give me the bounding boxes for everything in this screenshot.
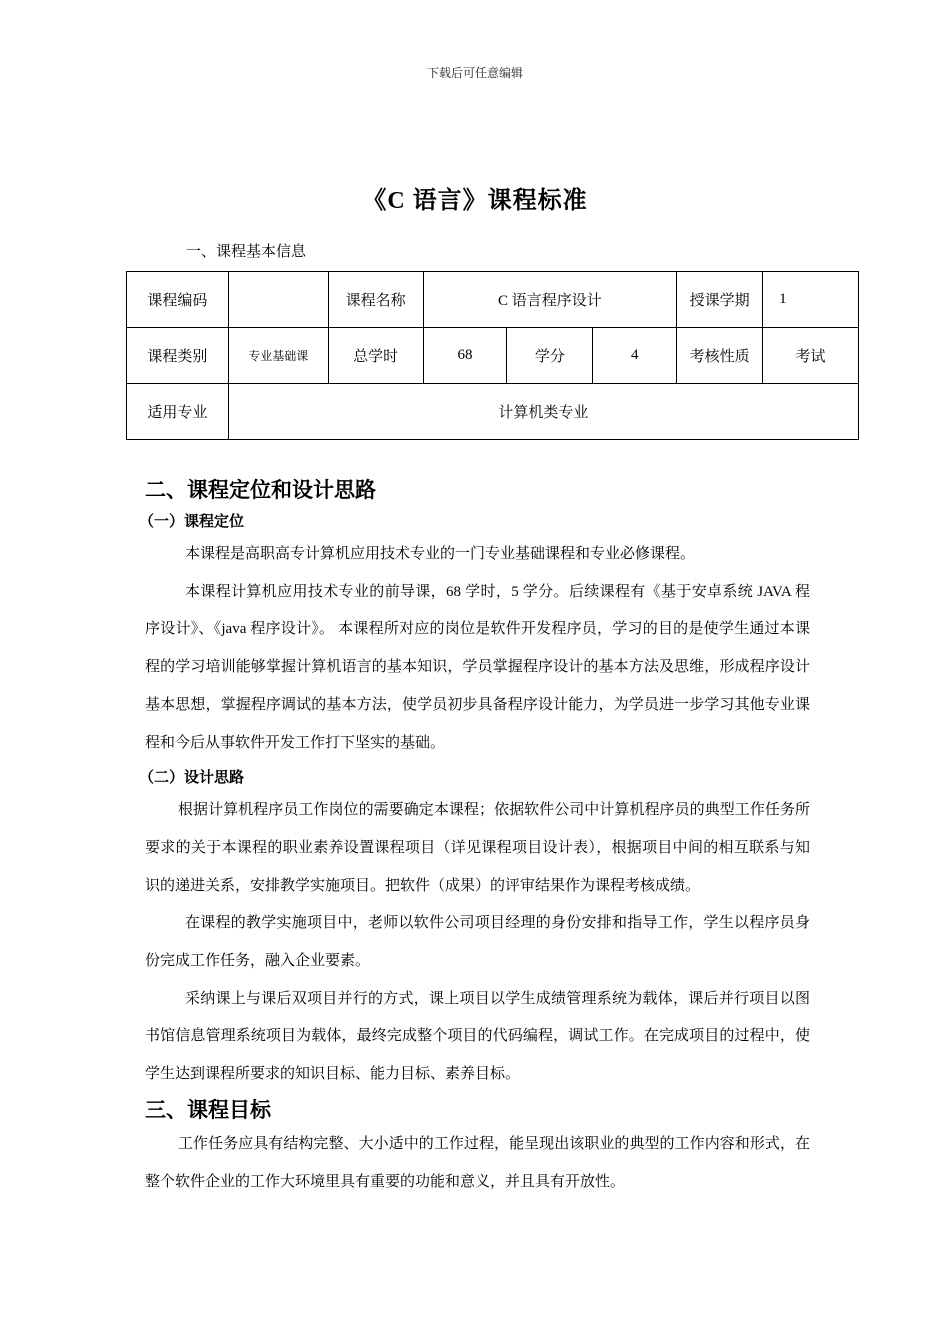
hours-value: 68 <box>423 328 507 384</box>
assessment-label: 考核性质 <box>677 328 763 384</box>
course-code-label: 课程编码 <box>127 272 229 328</box>
credits-value: 4 <box>593 328 677 384</box>
paragraph: 工作任务应具有结构完整、大小适中的工作过程，能呈现出该职业的典型的工作内容和形式，在整个软件企业的工作大环境里具有重要的功能和意义，并且具有开放性。 <box>145 1135 810 1190</box>
document-title: 《C 语言》课程标准 <box>362 188 588 214</box>
term-value: 1 <box>763 272 859 328</box>
assessment-value: 考试 <box>763 328 859 384</box>
course-name-value: C 语言程序设计 <box>423 272 677 328</box>
term-label: 授课学期 <box>677 272 763 328</box>
course-name-label: 课程名称 <box>328 272 423 328</box>
paragraph: 采纳课上与课后双项目并行的方式，课上项目以学生成绩管理系统为载体，课后并行项目以图书馆信息管理系统项目为载体，最终完成整个项目的代码编程，调试工作。在完成项目的过程中，使学生达到课程所要求的知识目标、能力目标、素养目标。 <box>145 990 810 1083</box>
category-label: 课程类别 <box>127 328 229 384</box>
paragraph: 本课程是高职高专计算机应用技术专业的一门专业基础课程和专业必修课程。 <box>185 546 696 562</box>
header-note: 下载后可任意编辑 <box>426 66 523 80</box>
section2-sub2-heading: （二）设计思路 <box>139 768 245 787</box>
major-label: 适用专业 <box>127 384 229 440</box>
section3-heading: 三、课程目标 <box>145 1097 271 1122</box>
category-value: 专业基础课 <box>228 328 328 384</box>
section2-sub1-heading: （一）课程定位 <box>139 512 245 530</box>
credits-label: 学分 <box>507 328 593 384</box>
document-body <box>139 474 810 1201</box>
major-value: 计算机类专业 <box>228 384 858 440</box>
hours-label: 总学时 <box>328 328 423 384</box>
section2-heading: 二、课程定位和设计思路 <box>145 478 376 502</box>
section1-heading: 一、课程基本信息 <box>186 244 307 260</box>
paragraph: 在课程的教学实施项目中，老师以软件公司项目经理的身份安排和指导工作，学生以程序员身份完成工作任务，融入企业要素。 <box>145 915 810 970</box>
table-row <box>127 384 859 440</box>
course-info-table <box>126 271 859 440</box>
table-row <box>127 328 859 384</box>
course-code-value <box>228 272 328 328</box>
table-row <box>127 272 859 328</box>
paragraph: 本课程计算机应用技术专业的前导课，68 学时，5 学分。后续课程有《基于安卓系统 JAVA 程序设计》、《java 程序设计》。 本课程所对应的岗位是软件开发程序员，学习的目的是使学生通过本课程的学习培训能够掌握计算机语言的基本知识，学员掌握程序设计的基本方法及思维，形成程序设计基本思想，掌握程序调试的基本方法，使学员初步具备程序设计能力，为学员进一步学习其他专业课程和今后从事软件开发工作打下坚实的基础。 <box>145 583 810 751</box>
paragraph: 根据计算机程序员工作岗位的需要确定本课程；依据软件公司中计算机程序员的典型工作任务所要求的关于本课程的职业素养设置课程项目（详见课程项目设计表），根据项目中间的相互联系与知识的递进关系，安排教学实施项目。把软件（成果）的评审结果作为课程考核成绩。 <box>145 802 810 894</box>
